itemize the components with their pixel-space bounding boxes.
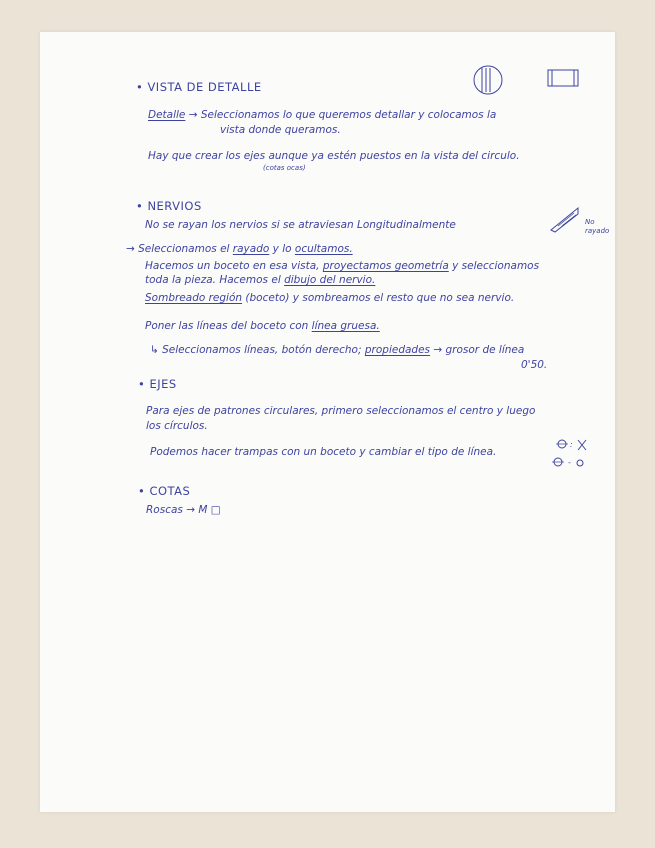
detalle-term: Detalle	[148, 109, 186, 121]
ejes-line-2: Podemos hacer trampas con un boceto y cambiar el tipo de línea.	[150, 446, 497, 458]
section-title-ejes: • EJES	[138, 377, 177, 391]
nervios-line-6	[145, 320, 380, 333]
rayado-term: rayado	[232, 243, 270, 255]
rib-sketch	[548, 204, 584, 234]
poner-text: Poner las líneas del boceto con	[145, 320, 309, 332]
sel-text-b: y lo	[272, 243, 292, 255]
section-title-nervios: • NERVIOS	[136, 199, 202, 213]
linea-gruesa-term: línea gruesa.	[311, 320, 380, 332]
cotas-note: (cotas ocas)	[263, 164, 306, 172]
nervios-line-1: No se rayan los nervios si se atraviesan Longitudinalmente	[145, 219, 456, 231]
vista-line-1	[148, 109, 496, 122]
circle-detail-sketch	[470, 62, 510, 98]
nervios-line-2	[126, 243, 353, 256]
grosor-text: → grosor de línea	[433, 344, 525, 356]
axis-pattern-sketch	[546, 436, 592, 470]
nervios-line-5	[145, 292, 514, 305]
pieza-text: toda la pieza. Hacemos el	[145, 274, 281, 286]
sel-lineas-text: ↳ Seleccionamos líneas, botón derecho;	[150, 344, 362, 356]
section-title-vista: • VISTA DE DETALLE	[136, 80, 262, 94]
ocultamos-term: ocultamos.	[294, 243, 353, 255]
notebook-page	[40, 32, 615, 812]
roscas-line: Roscas → M □	[146, 504, 221, 516]
no-rayado-note: No rayado	[585, 218, 610, 235]
ejes-text-a: Hay que crear los ejes	[148, 150, 266, 162]
section-title-cotas: • COTAS	[138, 484, 191, 498]
ejes-line-1: Para ejes de patrones circulares, primero seleccionamos el centro y luego	[146, 405, 536, 417]
detalle-text: → Seleccionamos lo que queremos detallar y colocamos la	[188, 109, 497, 121]
svg-text::: :	[570, 440, 573, 449]
vista-line-2	[148, 150, 520, 163]
proyectamos-term: proyectamos geometría	[322, 260, 449, 272]
svg-text:-: -	[568, 458, 571, 467]
ejes-line-1-cont: los círculos.	[146, 420, 208, 432]
grosor-value: 0'50.	[521, 359, 548, 371]
dibujo-term: dibujo del nervio.	[284, 274, 376, 286]
box-detail-sketch	[544, 66, 584, 90]
nervios-line-3	[145, 260, 539, 273]
nervios-line-7	[150, 344, 524, 357]
propiedades-term: propiedades	[364, 344, 431, 356]
sombreado-text: (boceto) y sombreamos el resto que no sea nervio.	[245, 292, 515, 304]
nervios-line-4	[145, 274, 375, 287]
sel-text-a: → Seleccionamos el	[126, 243, 230, 255]
sombreado-term: Sombreado región	[145, 292, 243, 304]
vista-line-1-cont: vista donde queramos.	[220, 124, 341, 136]
boceto-text-a: Hacemos un boceto en esa vista,	[145, 260, 320, 272]
ejes-text-b: aunque ya estén puestos en la vista del circulo.	[268, 150, 520, 162]
boceto-text-b: y seleccionamos	[452, 260, 540, 272]
